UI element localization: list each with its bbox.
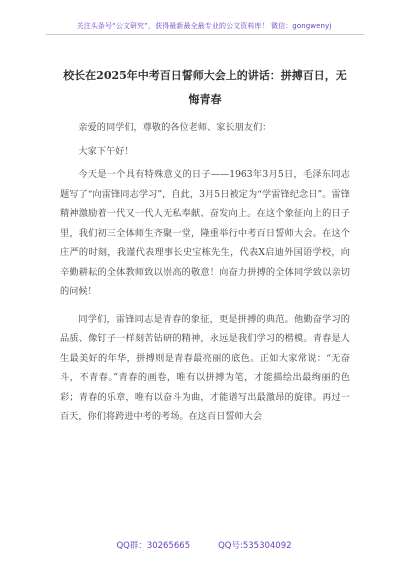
header-banner: 关注头条号“公文研究”，获得最新最全最专业的公文资料库！ 微信：gongwenyj <box>76 22 332 30</box>
header-divider <box>46 34 364 35</box>
salutation-paragraph: 亲爱的同学们，尊敬的各位老师、家长朋友们： <box>78 122 272 133</box>
body-paragraph-2: 同学们，雷锋同志是青春的象征，更是拼搏的典范。他勤奋学习的品质、像钉子一样刻苦钻研的精神，永远是我们学习的楷模。青春是人生最美好的年华，拼搏则是青春最亮丽的底色。正如大家常说：“无奋斗，不青春。”青春的画卷，唯有以拼搏为笔，才能描绘出最绚丽的色彩；青春的乐章，唯有以奋斗为曲，才能谱写出最激昂的旋律。再过一百天，你们将跨进中考的考场。在这百日誓师大会 <box>60 313 350 422</box>
qq-number-label: QQ号:535304092 <box>218 541 292 551</box>
document-body <box>60 118 350 435</box>
qq-group-label: QQ群：30265665 <box>116 541 191 551</box>
greeting-paragraph: 大家下午好！ <box>78 145 134 157</box>
body-paragraph-1: 今天是一个具有特殊意义的日子——1963年3月5日，毛泽东同志题写了“向雷锋同志学习”，自此，3月5日被定为“学雷锋纪念日”。雷锋精神激励着一代又一代人无私奉献、奋发向上。在这个象征向上的日子里，我们初三全体师生齐聚一堂，隆重举行中考百日誓师大会。在这个庄严的时刻，我谨代表理事长史宝栋先生，代表X启迪外国语学校，向辛勤耕耘的全体教师致以崇高的敬意！向奋力拼搏的全体同学致以亲切的问候！ <box>60 169 350 297</box>
footer-contact <box>0 539 408 551</box>
document-title: 校长在2025年中考百日誓师大会上的讲话：拼搏百日，无悔青春 <box>63 69 347 106</box>
